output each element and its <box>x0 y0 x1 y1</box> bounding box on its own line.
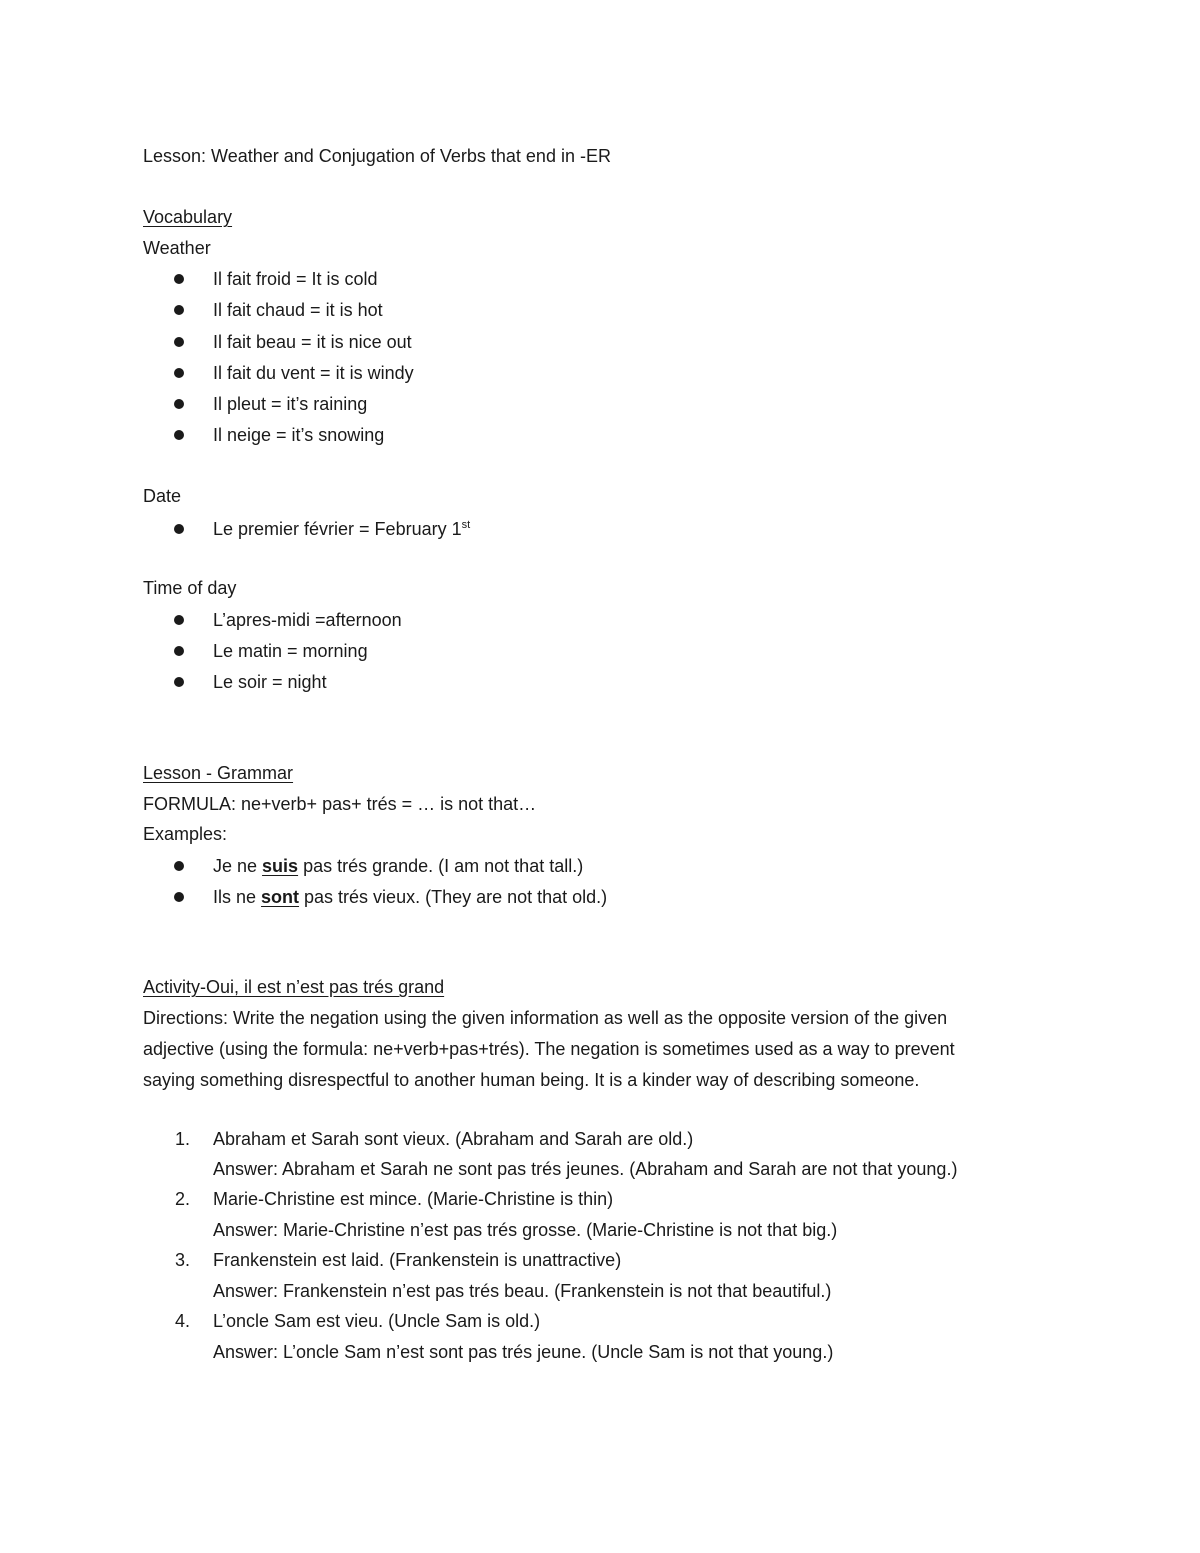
directions-line: adjective (using the formula: ne+verb+pas+trés). The negation is sometimes used as a way to prevent <box>143 1039 955 1059</box>
activity-heading: Activity-Oui, il est n’est pas trés grand <box>143 977 445 997</box>
list-item: Il pleut = it’s raining <box>213 394 368 414</box>
list-item: Il neige = it’s snowing <box>213 425 385 445</box>
list-item: L’apres-midi =afternoon <box>213 610 402 630</box>
directions-line: saying something disrespectful to another human being. It is a kinder way of describing someone. <box>143 1070 920 1090</box>
bullet-icon <box>174 399 184 409</box>
bullet-icon <box>174 615 184 625</box>
bullet-icon <box>174 892 184 902</box>
list-item: Le matin = morning <box>213 641 368 661</box>
example-pre: Je ne <box>213 856 263 876</box>
list-item <box>213 518 470 540</box>
bullet-icon <box>174 524 184 534</box>
directions-line: Directions: Write the negation using the given information as well as the opposite version of the given <box>143 1008 948 1028</box>
list-item: Il fait beau = it is nice out <box>213 332 412 352</box>
item-number: 2. <box>175 1189 191 1209</box>
lesson-title: Lesson: Weather and Conjugation of Verbs that end in -ER <box>143 146 611 166</box>
bullet-icon <box>174 337 184 347</box>
bullet-icon <box>174 305 184 315</box>
bullet-icon <box>174 368 184 378</box>
list-item: Il fait du vent = it is windy <box>213 363 414 383</box>
example-pre: Ils ne <box>213 887 262 907</box>
date-item-sup: st <box>461 519 471 531</box>
answer-text: Answer: Abraham et Sarah ne sont pas trés jeunes. (Abraham and Sarah are not that young.) <box>213 1159 958 1179</box>
question-text: Marie-Christine est mince. (Marie-Christine is thin) <box>213 1189 614 1209</box>
answer-text: Answer: L’oncle Sam n’est sont pas trés jeune. (Uncle Sam is not that young.) <box>213 1342 834 1362</box>
bullet-icon <box>174 274 184 284</box>
list-item <box>213 855 583 877</box>
question-text: Frankenstein est laid. (Frankenstein is unattractive) <box>213 1250 622 1270</box>
question-text: L’oncle Sam est vieu. (Uncle Sam is old.) <box>213 1311 541 1331</box>
weather-heading: Weather <box>143 238 211 258</box>
list-item: Il fait froid = It is cold <box>213 269 378 289</box>
formula-text: FORMULA: ne+verb+ pas+ trés = … is not that… <box>143 794 537 814</box>
example-post: pas trés vieux. (They are not that old.) <box>299 887 608 907</box>
item-number: 3. <box>175 1250 191 1270</box>
date-heading: Date <box>143 486 182 506</box>
item-number: 4. <box>175 1311 191 1331</box>
bullet-icon <box>174 677 184 687</box>
example-verb: suis <box>262 856 299 876</box>
list-item: Le soir = night <box>213 672 327 692</box>
example-post: pas trés grande. (I am not that tall.) <box>298 856 584 876</box>
item-number: 1. <box>175 1129 191 1149</box>
bullet-icon <box>174 430 184 440</box>
bullet-icon <box>174 861 184 871</box>
examples-label: Examples: <box>143 824 228 844</box>
list-item <box>213 886 607 908</box>
vocabulary-heading: Vocabulary <box>143 207 233 227</box>
bullet-icon <box>174 646 184 656</box>
question-text: Abraham et Sarah sont vieux. (Abraham and Sarah are old.) <box>213 1129 694 1149</box>
example-verb: sont <box>261 887 300 907</box>
answer-text: Answer: Frankenstein n’est pas trés beau. (Frankenstein is not that beautiful.) <box>213 1281 832 1301</box>
answer-text: Answer: Marie-Christine n’est pas trés grosse. (Marie-Christine is not that big.) <box>213 1220 838 1240</box>
time-of-day-heading: Time of day <box>143 578 237 598</box>
grammar-heading: Lesson - Grammar <box>143 763 294 783</box>
date-item-text: Le premier février = February 1 <box>213 519 462 539</box>
list-item: Il fait chaud = it is hot <box>213 300 383 320</box>
